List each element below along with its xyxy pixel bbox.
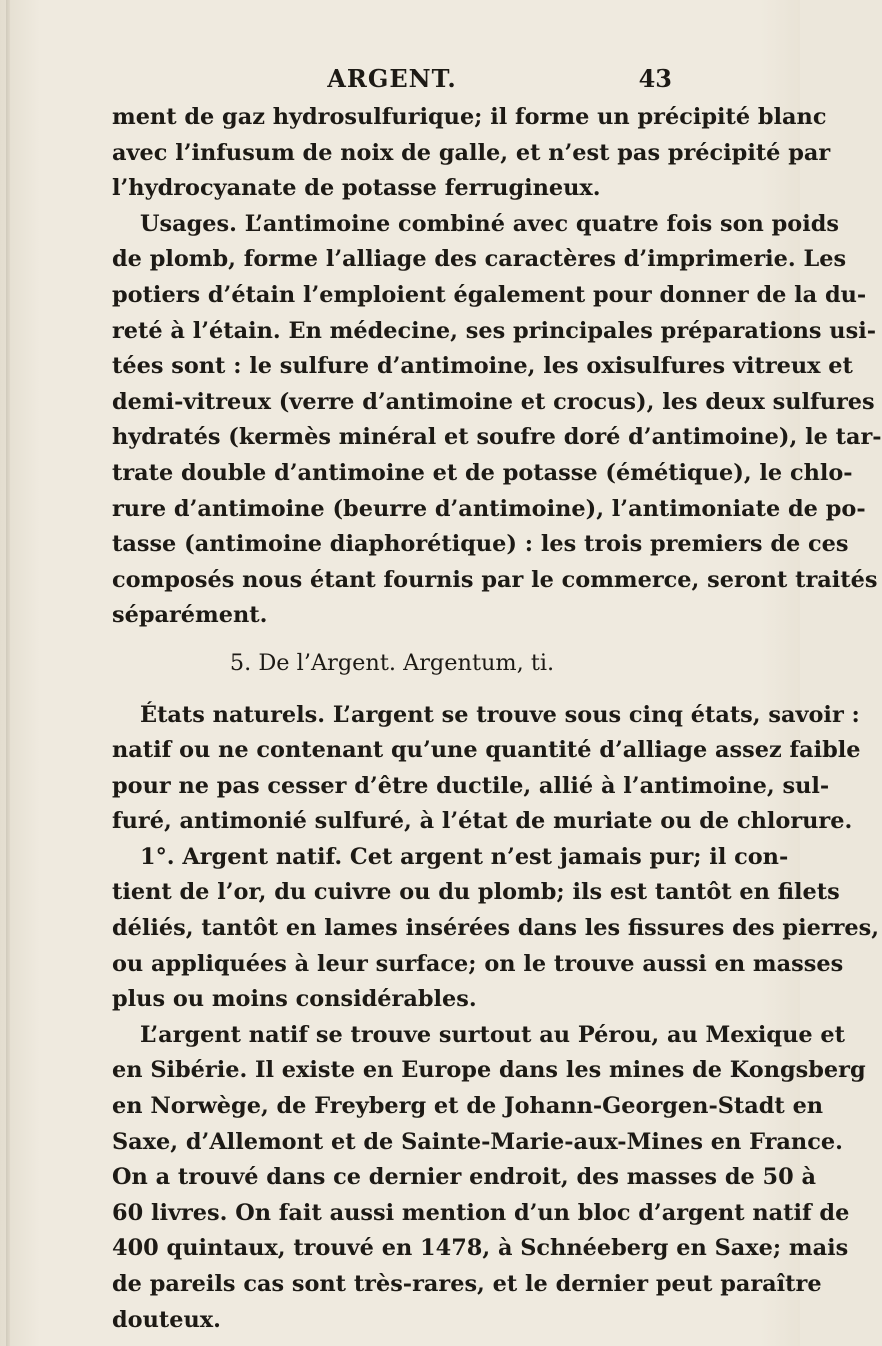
text-line: l’hydrocyanate de potasse ferrugineux.	[112, 175, 601, 202]
text-line: en Sibérie. Il existe en Europe dans les mines de Kongsberg	[112, 1057, 866, 1084]
text-line: 400 quintaux, trouvé en 1478, à Schnéeberg en Saxe; mais	[112, 1235, 849, 1262]
text-line: furé, antimonié sulfuré, à l’état de muriate ou de chlorure.	[112, 808, 853, 835]
text-line: tasse (antimoine diaphorétique) : les trois premiers de ces	[112, 531, 849, 558]
text-line: composés nous étant fournis par le commerce, seront traités	[112, 566, 878, 593]
running-title: ARGENT.	[327, 64, 457, 93]
text-line: tient de l’or, du cuivre ou du plomb; ils est tantôt en filets	[112, 879, 840, 906]
text-line: de plomb, forme l’alliage des caractères d’imprimerie. Les	[112, 246, 847, 273]
text-line: avec l’infusum de noix de galle, et n’est pas précipité par	[112, 139, 831, 166]
text-line: ment de gaz hydrosulfurique; il forme un précipité blanc	[112, 104, 827, 130]
text-line: ou appliquées à leur surface; on le trouve aussi en masses	[112, 950, 844, 977]
text-line: natif ou ne contenant qu’une quantité d’alliage assez faible	[112, 737, 861, 764]
text-line: en Norwège, de Freyberg et de Johann-Georgen-Stadt en	[112, 1093, 824, 1120]
text-line: plus ou moins considérables.	[112, 986, 477, 1013]
text-line: potiers d’étain l’emploient également pour donner de la du-	[112, 281, 867, 308]
text-line: Usages. L’antimoine combiné avec quatre fois son poids	[140, 210, 839, 237]
text-line: 1°. Argent natif. Cet argent n’est jamais pur; il con-	[140, 843, 789, 870]
text-line: de pareils cas sont très-rares, et le dernier peut paraître	[112, 1271, 822, 1297]
text-line: 60 livres. On fait aussi mention d’un bloc d’argent natif de	[112, 1199, 850, 1226]
text-line: déliés, tantôt en lames insérées dans les fissures des pierres,	[112, 915, 880, 942]
text-line: demi-vitreux (verre d’antimoine et crocus), les deux sulfures	[112, 388, 875, 415]
text-line: séparément.	[112, 602, 268, 629]
text-line: États naturels. L’argent se trouve sous cinq états, savoir :	[140, 701, 860, 728]
text-line: reté à l’étain. En médecine, ses principales préparations usi-	[112, 317, 876, 344]
text-line: Saxe, d’Allemont et de Sainte-Marie-aux-Mines en France.	[112, 1128, 843, 1155]
text-line: pour ne pas cesser d’être ductile, allié à l’antimoine, sul-	[112, 772, 830, 799]
text-line: tées sont : le sulfure d’antimoine, les oxisulfures vitreux et	[112, 353, 853, 380]
section-heading: 5. De l’Argent. Argentum, ti.	[229, 649, 555, 676]
text-line: trate double d’antimoine et de potasse (émétique), le chlo-	[112, 459, 853, 486]
page-text	[112, 100, 882, 1338]
text-line: On a trouvé dans ce dernier endroit, des masses de 50 à	[112, 1164, 816, 1191]
text-line: hydratés (kermès minéral et soufre doré d’antimoine), le tar-	[112, 424, 882, 451]
text-line: rure d’antimoine (beurre d’antimoine), l’antimoniate de po-	[112, 495, 866, 522]
page-binding-edge	[6, 0, 10, 1346]
page-number: 43	[638, 64, 672, 93]
text-line: douteux.	[112, 1306, 221, 1333]
page-header	[112, 64, 672, 100]
text-line: L’argent natif se trouve surtout au Pérou, au Mexique et	[140, 1021, 845, 1048]
